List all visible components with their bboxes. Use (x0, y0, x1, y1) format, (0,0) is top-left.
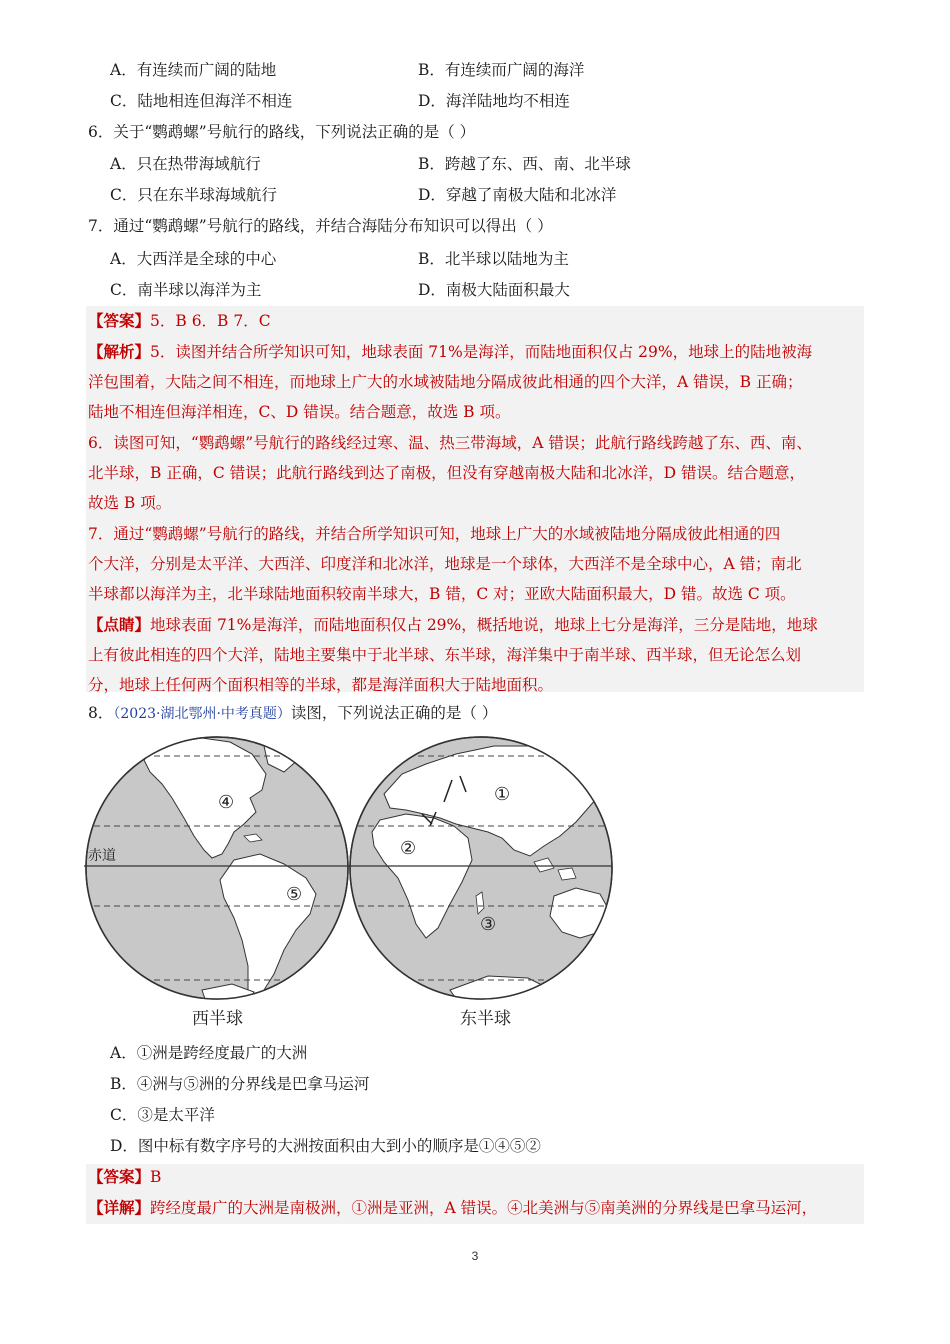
answer-2 (88, 1166, 161, 1188)
tip-tag: 【点睛】 (88, 615, 151, 634)
q7-option-a: A．大西洋是全球的中心 (110, 250, 277, 268)
marker-2: ② (400, 838, 417, 859)
analysis-line: 6．读图可知，“鹦鹉螺”号航行的路线经过寒、温、热三带海域，A 错误；此航行路线跨越了东、西、南、 (88, 434, 812, 452)
tip-line: 上有彼此相连的四个大洋，陆地主要集中于北半球、东半球，海洋集中于南半球、西半球，但无论怎么划 (88, 646, 802, 664)
analysis-line: 故选 B 项。 (88, 494, 172, 512)
tip-text: 地球表面 71%是海洋，而陆地面积仅占 29%，概括地说，地球上七分是海洋，三分是陆地，地球 (150, 616, 818, 634)
eastern-hemisphere (348, 737, 624, 1010)
analysis-tag: 【解析】 (88, 342, 151, 361)
q8-number: 8． (88, 704, 114, 722)
q6-option-d: D．穿越了南极大陆和北冰洋 (418, 186, 617, 204)
tip-line: 分，地球上任何两个面积相等的半球，都是海洋面积大于陆地面积。 (88, 676, 554, 694)
q6-option-b: B．跨越了东、西、南、北半球 (418, 155, 631, 173)
analysis-line: 半球都以海洋为主，北半球陆地面积较南半球大，B 错，C 对；亚欧大陆面积最大，D 错。故选 C 项。 (88, 585, 796, 603)
answer-1 (88, 310, 271, 332)
q8-option-b: B．④洲与⑤洲的分界线是巴拿马运河 (110, 1075, 370, 1093)
answer-text: 5．B 6．B 7．C (150, 312, 271, 330)
q8-stem (88, 702, 497, 725)
equator-label: 赤道 (88, 848, 116, 864)
analysis-line: 个大洋，分别是太平洋、大西洋、印度洋和北冰洋，地球是一个球体，大西洋不是全球中心，A 错；南北 (88, 555, 802, 573)
east-hemisphere-label: 东半球 (460, 1009, 511, 1029)
analysis-line: 陆地不相连但海洋相连，C、D 错误。结合题意，故选 B 项。 (88, 403, 511, 421)
marker-1: ① (494, 784, 511, 805)
analysis-line (88, 341, 812, 363)
hemisphere-map (84, 728, 624, 1038)
analysis-text: 5．读图并结合所学知识可知，地球表面 71%是海洋，而陆地面积仅占 29%，地球上的陆地被海 (150, 343, 813, 361)
marker-3: ③ (480, 914, 497, 935)
q5-option-d: D．海洋陆地均不相连 (418, 92, 570, 110)
analysis-line: 7．通过“鹦鹉螺”号航行的路线，并结合所学知识可知，地球上广大的水域被陆地分隔成彼此相通的四 (88, 525, 781, 543)
page-number: 3 (471, 1249, 479, 1263)
marker-5: ⑤ (286, 884, 303, 905)
marker-4: ④ (218, 792, 235, 813)
detail-tag: 【详解】 (88, 1198, 151, 1217)
q7-option-c: C．南半球以海洋为主 (110, 281, 262, 299)
q7-option-d: D．南极大陆面积最大 (418, 281, 570, 299)
q7-stem: 7．通过“鹦鹉螺”号航行的路线，并结合海陆分布知识可以得出（ ） (88, 217, 553, 235)
q5-option-b: B．有连续而广阔的海洋 (418, 61, 585, 79)
answer-tag: 【答案】 (88, 1167, 151, 1186)
analysis-line: 北半球，B 正确，C 错误；此航行路线到达了南极，但没有穿越南极大陆和北冰洋，D 错误。结合题意， (88, 464, 805, 482)
q8-option-d: D．图中标有数字序号的大洲按面积由大到小的顺序是①④⑤② (110, 1137, 541, 1155)
q8-option-a: A．①洲是跨经度最广的大洲 (110, 1044, 308, 1062)
q5-option-c: C．陆地相连但海洋不相连 (110, 92, 293, 110)
q8-option-c: C．③是太平洋 (110, 1106, 215, 1124)
q7-option-b: B．北半球以陆地为主 (418, 250, 569, 268)
q8-stem-text: 读图，下列说法正确的是（ ） (290, 704, 498, 722)
q6-option-c: C．只在东半球海域航行 (110, 186, 277, 204)
analysis-line: 洋包围着，大陆之间不相连，而地球上广大的水域被陆地分隔成彼此相通的四个大洋，A 错误，B 正确； (88, 373, 803, 391)
detail-line (88, 1197, 817, 1219)
q8-source: （2023·湖北鄂州·中考真题） (113, 706, 291, 722)
q5-option-a: A．有连续而广阔的陆地 (110, 61, 277, 79)
detail-text: 跨经度最广的大洲是南极洲，①洲是亚洲，A 错误。④北美洲与⑤南美洲的分界线是巴拿马运河， (150, 1199, 818, 1217)
western-hemisphere (84, 737, 354, 1008)
answer-tag: 【答案】 (88, 311, 151, 330)
q6-stem: 6．关于“鹦鹉螺”号航行的路线，下列说法正确的是（ ） (88, 123, 476, 141)
west-hemisphere-label: 西半球 (192, 1009, 243, 1029)
tip-line (88, 614, 818, 636)
q6-option-a: A．只在热带海域航行 (110, 155, 261, 173)
answer-text: B (150, 1168, 162, 1186)
